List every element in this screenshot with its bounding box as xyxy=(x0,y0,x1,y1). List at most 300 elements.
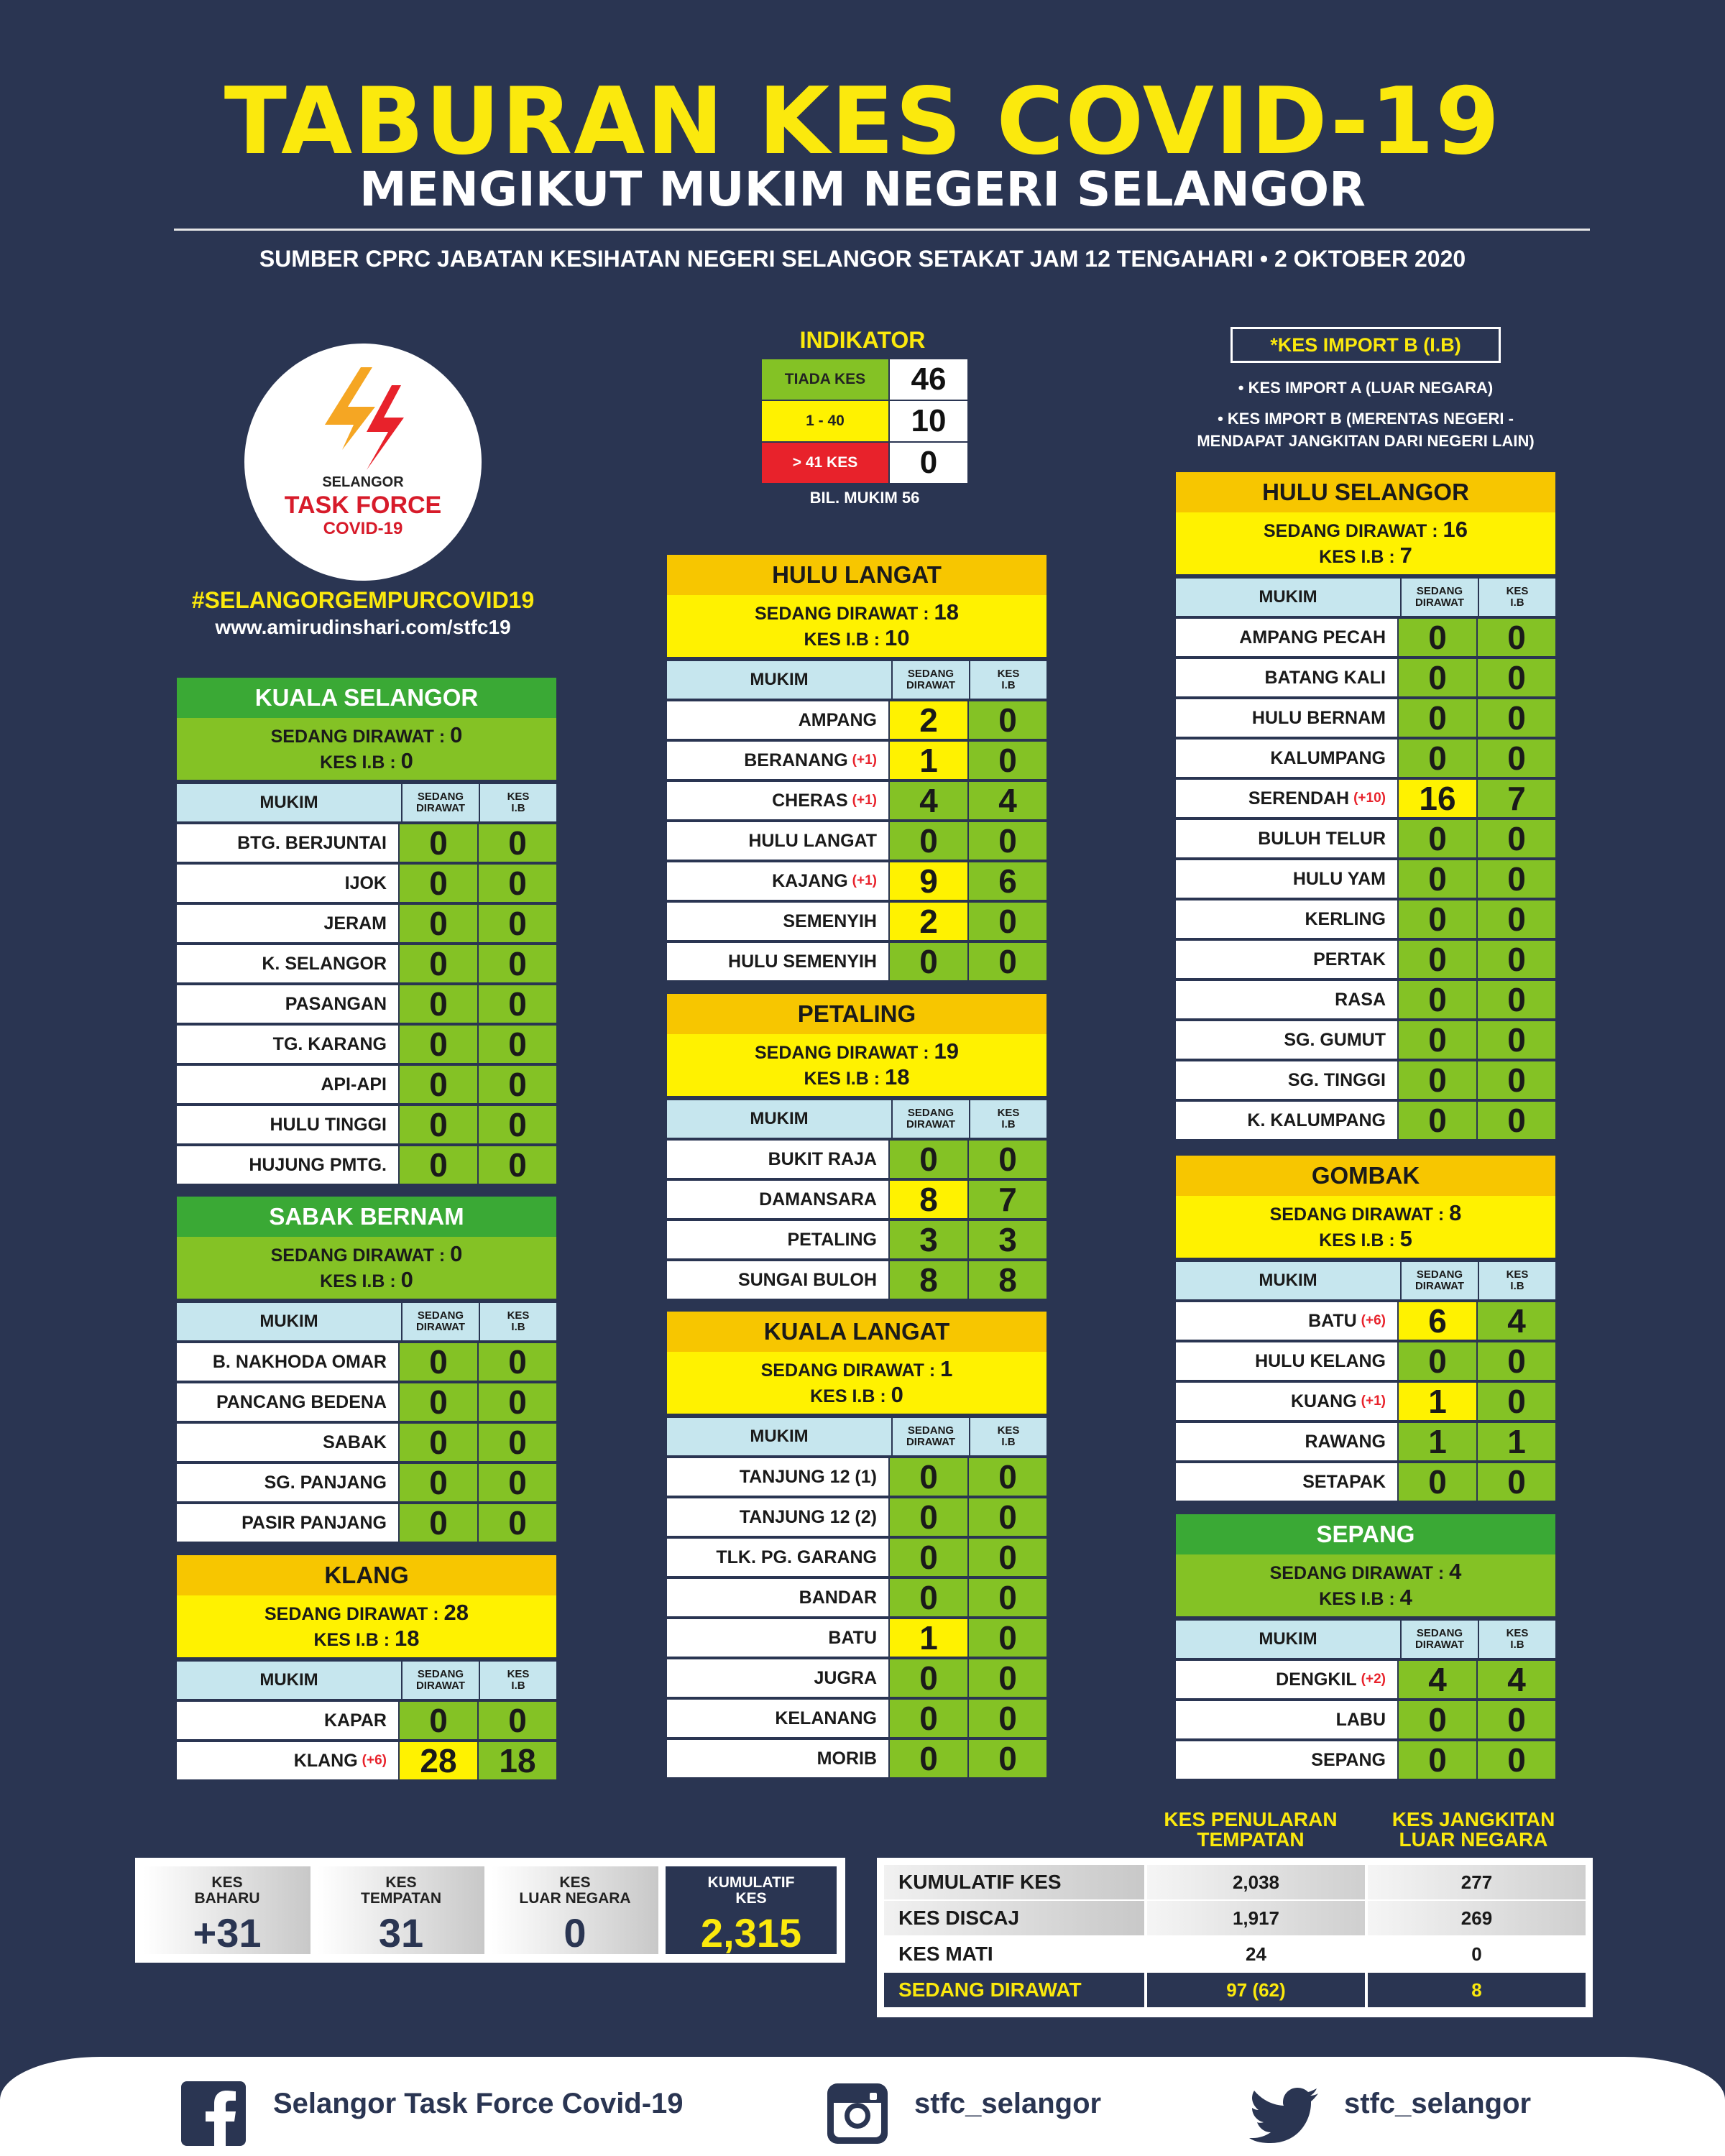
dirawat-cell: 0 xyxy=(400,824,477,862)
district-klang xyxy=(177,1555,556,1779)
col-kes-1: KES xyxy=(507,791,530,803)
col-kes-ib xyxy=(969,661,1046,699)
table-row xyxy=(177,985,556,1023)
table-row xyxy=(1176,1463,1555,1501)
ib-line xyxy=(810,1383,903,1409)
dirawat-cell: 0 xyxy=(400,865,477,902)
indicator-label: 1 - 40 xyxy=(762,401,888,441)
kumulatif-label-2: KES xyxy=(735,1890,767,1907)
mukim-cell xyxy=(667,822,888,860)
district-kuala-langat xyxy=(667,1312,1046,1777)
col-dirawat-1: SEDANG xyxy=(417,1309,464,1322)
col-kes-ib xyxy=(1478,1262,1555,1299)
cumulative-tempatan: 24 xyxy=(1246,1943,1266,1965)
mukim-name: BATU xyxy=(1308,1310,1357,1331)
dirawat-cell: 0 xyxy=(890,1539,967,1576)
mukim-name: KELANANG xyxy=(775,1708,877,1728)
table-row xyxy=(667,1261,1046,1299)
dirawat-cell: 4 xyxy=(1399,1661,1476,1698)
column-header xyxy=(667,661,1046,699)
mukim-name: SUNGAI BULOH xyxy=(737,1269,877,1290)
district-hulu-langat xyxy=(667,555,1046,980)
indicator-legend xyxy=(762,359,967,484)
mukim-cell xyxy=(177,1066,398,1103)
mukim-name: PASANGAN xyxy=(285,993,387,1014)
dirawat-cell: 8 xyxy=(890,1181,967,1218)
mukim-cell xyxy=(177,1026,398,1063)
kes-ib-cell: 0 xyxy=(969,1659,1046,1697)
mukim-name: PETALING xyxy=(787,1229,877,1250)
case-change: (+1) xyxy=(1361,1393,1386,1409)
district-name: GOMBAK xyxy=(1176,1156,1555,1196)
ib-label: KES I.B : xyxy=(804,630,880,650)
case-change: (+10) xyxy=(1353,791,1386,806)
table-row xyxy=(177,1066,556,1103)
mukim-cell xyxy=(177,865,398,902)
kes-ib-cell: 0 xyxy=(969,701,1046,739)
district-name: KLANG xyxy=(177,1555,556,1595)
kes-ib-cell: 0 xyxy=(969,943,1046,980)
kes-ib-cell: 0 xyxy=(969,1740,1046,1777)
mukim-cell xyxy=(177,1742,398,1779)
kes-ib-cell: 0 xyxy=(479,945,556,982)
col-mukim: MUKIM xyxy=(259,1670,318,1690)
kes-ib-cell: 4 xyxy=(969,782,1046,819)
ib-value: 7 xyxy=(1399,543,1412,568)
dirawat-cell: 0 xyxy=(1399,981,1476,1018)
mukim-cell xyxy=(667,1619,888,1657)
col-dirawat-1: SEDANG xyxy=(1416,585,1463,597)
kes-ib-cell: 0 xyxy=(969,1141,1046,1178)
col-kes-ib xyxy=(969,1100,1046,1138)
case-change: (+1) xyxy=(852,873,877,888)
col-mukim: MUKIM xyxy=(259,793,318,812)
mukim-name: LABU xyxy=(1335,1709,1386,1730)
mukim-name: HULU KELANG xyxy=(1255,1350,1386,1371)
kes-ib-cell: 0 xyxy=(1478,659,1555,696)
mukim-cell xyxy=(667,782,888,819)
dirawat-cell: 0 xyxy=(400,1106,477,1143)
dirawat-line xyxy=(761,1357,953,1383)
dirawat-cell: 0 xyxy=(1399,941,1476,978)
mukim-name: TANJUNG 12 (1) xyxy=(739,1466,877,1487)
mukim-name: K. SELANGOR xyxy=(262,953,387,974)
col-head-luar-1: KES JANGKITAN xyxy=(1392,1808,1555,1830)
dirawat-cell: 0 xyxy=(890,1700,967,1737)
mukim-name: SETAPAK xyxy=(1302,1471,1386,1492)
dirawat-value: 1 xyxy=(940,1356,953,1381)
cumulative-row xyxy=(884,1865,1586,1899)
mukim-cell xyxy=(667,903,888,940)
kes-ib-cell: 0 xyxy=(1478,1342,1555,1380)
table-row xyxy=(667,782,1046,819)
mukim-name: BTG. BERJUNTAI xyxy=(237,832,387,853)
kes-ib-cell: 0 xyxy=(1478,699,1555,737)
district-summary xyxy=(667,1034,1046,1096)
cumulative-row xyxy=(884,1973,1586,2007)
mukim-cell xyxy=(1176,860,1397,898)
mukim-cell xyxy=(177,1383,398,1421)
logo-line-3: COVID-19 xyxy=(323,519,403,538)
column-header xyxy=(1176,1262,1555,1299)
dirawat-cell: 0 xyxy=(1399,1061,1476,1099)
table-row xyxy=(177,1106,556,1143)
dirawat-cell: 1 xyxy=(890,1619,967,1657)
col-kes-1: KES xyxy=(1506,585,1529,597)
indicator-row xyxy=(762,401,967,441)
mukim-cell xyxy=(177,945,398,982)
col-mukim: MUKIM xyxy=(1259,587,1317,607)
dirawat-cell: 0 xyxy=(890,1740,967,1777)
table-row xyxy=(1176,1102,1555,1139)
mukim-name: API-API xyxy=(321,1074,387,1095)
mukim-cell xyxy=(667,1498,888,1536)
col-mukim: MUKIM xyxy=(750,670,809,689)
kes-tempatan-value: 31 xyxy=(378,1910,424,1955)
stfc-logo xyxy=(244,344,482,581)
ib-line xyxy=(804,626,909,652)
kes-ib-cell: 0 xyxy=(969,1619,1046,1657)
kes-ib-cell: 0 xyxy=(1478,1741,1555,1779)
dirawat-label: SEDANG DIRAWAT : xyxy=(1269,1204,1445,1225)
mukim-cell xyxy=(667,742,888,779)
cumulative-label: KES MATI xyxy=(898,1943,993,1965)
mukim-name: HULU YAM xyxy=(1292,868,1386,889)
dirawat-line xyxy=(271,1242,463,1268)
column-header xyxy=(177,1303,556,1340)
dirawat-cell: 28 xyxy=(400,1742,477,1779)
mukim-cell xyxy=(1176,1342,1397,1380)
page-subtitle: MENGIKUT MUKIM NEGERI SELANGOR xyxy=(359,162,1366,217)
kes-ib-cell: 0 xyxy=(479,865,556,902)
ib-label: KES I.B : xyxy=(313,1630,390,1650)
kes-luar-value: 0 xyxy=(564,1910,586,1955)
district-summary xyxy=(1176,512,1555,574)
mukim-cell xyxy=(177,905,398,942)
col-mukim: MUKIM xyxy=(1259,1629,1317,1649)
cumulative-label: KES DISCAJ xyxy=(884,1901,1144,1935)
mukim-cell xyxy=(667,1221,888,1258)
dirawat-cell: 0 xyxy=(890,1458,967,1496)
mukim-cell xyxy=(667,1261,888,1299)
kes-ib-cell: 8 xyxy=(969,1261,1046,1299)
col-kes-2: I.B xyxy=(511,1680,525,1692)
kes-baharu-label-1: KES xyxy=(211,1874,243,1891)
ib-value: 0 xyxy=(400,748,413,773)
dirawat-value: 28 xyxy=(443,1600,469,1625)
mukim-name: PERTAK xyxy=(1313,949,1386,969)
kes-tempatan-label-2: TEMPATAN xyxy=(361,1890,441,1907)
col-dirawat xyxy=(401,784,479,821)
dirawat-cell: 0 xyxy=(400,945,477,982)
mukim-name: MORIB xyxy=(816,1748,877,1769)
table-row xyxy=(1176,1701,1555,1738)
col-head-tempatan-2: TEMPATAN xyxy=(1197,1828,1305,1851)
summary-kes-luar-negara xyxy=(492,1866,658,1954)
cumulative-row xyxy=(884,1937,1586,1971)
mukim-name: SABAK xyxy=(323,1432,387,1452)
dirawat-cell: 0 xyxy=(890,1579,967,1616)
kumulatif-value: 2,315 xyxy=(700,1910,802,1955)
table-row xyxy=(1176,1661,1555,1698)
dirawat-cell: 16 xyxy=(1399,780,1476,817)
dirawat-value: 16 xyxy=(1443,517,1468,542)
table-row xyxy=(177,1383,556,1421)
daily-summary xyxy=(135,1858,845,1963)
summary-kumulatif xyxy=(666,1866,837,1954)
col-dirawat xyxy=(401,1662,479,1699)
source-note: SUMBER CPRC JABATAN KESIHATAN NEGERI SELANGOR SETAKAT JAM 12 TENGAHARI • 2 OKTOBER 2020 xyxy=(259,246,1466,272)
cumulative-luar: 0 xyxy=(1471,1943,1482,1965)
col-dirawat-2: DIRAWAT xyxy=(906,1118,956,1130)
mukim-name: SG. GUMUT xyxy=(1284,1029,1386,1050)
table-row xyxy=(177,1343,556,1381)
kes-baharu-value: +31 xyxy=(193,1910,262,1955)
dirawat-cell: 0 xyxy=(1399,1463,1476,1501)
mukim-name: PASIR PANJANG xyxy=(242,1512,387,1533)
col-head-luar-2: LUAR NEGARA xyxy=(1399,1828,1548,1851)
mukim-name: BATANG KALI xyxy=(1264,667,1386,688)
dirawat-cell: 0 xyxy=(1399,900,1476,938)
mukim-cell xyxy=(667,1458,888,1496)
kes-ib-cell: 0 xyxy=(479,1343,556,1381)
kes-ib-cell: 0 xyxy=(969,903,1046,940)
mukim-name: KAPAR xyxy=(323,1710,387,1731)
ib-value: 0 xyxy=(400,1267,413,1292)
kes-ib-cell: 7 xyxy=(1478,780,1555,817)
logo-line-2: TASK FORCE xyxy=(284,492,442,519)
mukim-name: HUJUNG PMTG. xyxy=(249,1154,387,1175)
ib-value: 0 xyxy=(891,1382,903,1407)
col-dirawat-2: DIRAWAT xyxy=(906,1436,956,1448)
col-dirawat-1: SEDANG xyxy=(907,1107,954,1119)
ib-value: 10 xyxy=(885,625,910,650)
mukim-cell xyxy=(1176,941,1397,978)
lightning-logo-icon xyxy=(316,364,410,471)
cumulative-luar: 8 xyxy=(1368,1973,1586,2007)
hashtag: #SELANGORGEMPURCOVID19 xyxy=(191,587,535,613)
ib-label: KES I.B : xyxy=(1319,547,1395,567)
instagram-handle[interactable]: stfc_selangor xyxy=(914,2088,1102,2119)
mukim-cell xyxy=(177,1146,398,1184)
ib-label: KES I.B : xyxy=(320,752,396,773)
col-dirawat xyxy=(891,1100,969,1138)
table-row xyxy=(1176,820,1555,857)
mukim-cell xyxy=(667,701,888,739)
district-name: KUALA LANGAT xyxy=(667,1312,1046,1352)
kes-ib-cell: 4 xyxy=(1478,1661,1555,1698)
mukim-cell xyxy=(667,1141,888,1178)
mukim-cell xyxy=(1176,1383,1397,1420)
page-title: TABURAN KES COVID-19 xyxy=(224,68,1501,175)
dirawat-cell: 9 xyxy=(890,862,967,900)
table-row xyxy=(667,1659,1046,1697)
ib-line xyxy=(1319,1585,1412,1611)
kes-ib-cell: 7 xyxy=(969,1181,1046,1218)
district-summary xyxy=(667,1352,1046,1414)
dirawat-line xyxy=(264,1600,469,1626)
district-sepang xyxy=(1176,1514,1555,1779)
mukim-name: AMPANG xyxy=(798,709,877,730)
mukim-cell xyxy=(1176,659,1397,696)
column-header xyxy=(1176,579,1555,616)
mukim-cell xyxy=(667,1740,888,1777)
col-kes-ib xyxy=(1478,1621,1555,1658)
table-row xyxy=(667,742,1046,779)
mukim-cell xyxy=(1176,1463,1397,1501)
district-kuala-selangor xyxy=(177,678,556,1184)
mukim-name: KALUMPANG xyxy=(1270,747,1386,768)
mukim-name: SEPANG xyxy=(1311,1749,1386,1770)
mukim-cell xyxy=(667,1181,888,1218)
table-row xyxy=(667,1181,1046,1218)
case-change: (+1) xyxy=(852,752,877,768)
col-dirawat-1: SEDANG xyxy=(1416,1627,1463,1639)
col-dirawat xyxy=(1400,579,1478,616)
kes-tempatan-label-1: KES xyxy=(385,1874,417,1891)
district-name: PETALING xyxy=(667,994,1046,1034)
kes-ib-cell: 0 xyxy=(1478,1463,1555,1501)
column-header xyxy=(667,1100,1046,1138)
col-dirawat-1: SEDANG xyxy=(907,1424,954,1437)
mukim-cell xyxy=(177,1504,398,1542)
dirawat-label: SEDANG DIRAWAT : xyxy=(760,1360,936,1381)
cumulative-label: KUMULATIF KES xyxy=(884,1865,1144,1899)
dirawat-value: 0 xyxy=(450,722,463,747)
district-summary xyxy=(667,595,1046,657)
col-kes-2: I.B xyxy=(1001,679,1016,691)
table-row xyxy=(667,1700,1046,1737)
dirawat-label: SEDANG DIRAWAT : xyxy=(1269,1563,1445,1583)
cumulative-tempatan: 2,038 xyxy=(1147,1865,1365,1899)
district-summary xyxy=(177,1237,556,1299)
col-dirawat-1: SEDANG xyxy=(1416,1268,1463,1281)
facebook-handle[interactable]: Selangor Task Force Covid-19 xyxy=(273,2088,684,2119)
dirawat-cell: 0 xyxy=(890,1498,967,1536)
twitter-icon[interactable] xyxy=(1249,2087,1318,2143)
dirawat-label: SEDANG DIRAWAT : xyxy=(754,1043,929,1063)
facebook-icon[interactable] xyxy=(181,2081,246,2146)
mukim-cell xyxy=(177,1343,398,1381)
table-row xyxy=(177,1026,556,1063)
table-row xyxy=(1176,740,1555,777)
dirawat-cell: 8 xyxy=(890,1261,967,1299)
cumulative-table xyxy=(877,1858,1593,2017)
district-summary xyxy=(1176,1196,1555,1258)
district-name: HULU SELANGOR xyxy=(1176,472,1555,512)
dirawat-cell: 0 xyxy=(1399,740,1476,777)
dirawat-cell: 0 xyxy=(400,1026,477,1063)
cumulative-tempatan: 1,917 xyxy=(1147,1901,1365,1935)
kes-ib-cell: 18 xyxy=(479,1742,556,1779)
col-dirawat xyxy=(401,1303,479,1340)
kes-ib-cell: 0 xyxy=(1478,1061,1555,1099)
dirawat-cell: 4 xyxy=(890,782,967,819)
mukim-name: RASA xyxy=(1335,989,1386,1010)
mukim-cell xyxy=(1176,820,1397,857)
dirawat-cell: 0 xyxy=(1399,1342,1476,1380)
ib-label: KES I.B : xyxy=(1319,1230,1395,1250)
twitter-handle[interactable]: stfc_selangor xyxy=(1344,2088,1532,2119)
mukim-cell xyxy=(1176,1102,1397,1139)
mukim-name: KERLING xyxy=(1305,908,1386,929)
dirawat-label: SEDANG DIRAWAT : xyxy=(754,604,929,624)
table-row xyxy=(1176,619,1555,656)
summary-kes-tempatan xyxy=(318,1866,484,1954)
dirawat-value: 0 xyxy=(450,1241,463,1266)
mukim-name: DENGKIL xyxy=(1276,1669,1357,1690)
ib-line xyxy=(1319,1227,1412,1253)
mukim-cell xyxy=(1176,1701,1397,1738)
col-dirawat xyxy=(1400,1621,1478,1658)
kes-ib-cell: 0 xyxy=(1478,860,1555,898)
table-row xyxy=(177,1504,556,1542)
divider xyxy=(174,229,1590,231)
col-kes-ib xyxy=(479,784,556,821)
indicator-label: > 41 KES xyxy=(762,443,888,483)
kes-ib-cell: 0 xyxy=(479,1464,556,1501)
kes-ib-cell: 0 xyxy=(1478,1021,1555,1059)
mukim-name: HULU SEMENYIH xyxy=(728,951,877,972)
table-row xyxy=(177,1464,556,1501)
dirawat-cell: 1 xyxy=(1399,1383,1476,1420)
col-kes-ib xyxy=(1478,579,1555,616)
ib-line xyxy=(1319,543,1412,569)
mukim-name: BERANANG xyxy=(744,750,848,770)
import-legend-box: *KES IMPORT B (I.B) xyxy=(1230,327,1501,363)
ib-value: 4 xyxy=(1399,1585,1412,1610)
dirawat-cell: 2 xyxy=(890,903,967,940)
kes-ib-cell: 6 xyxy=(969,862,1046,900)
indicator-row xyxy=(762,443,967,483)
table-row xyxy=(177,865,556,902)
mukim-cell xyxy=(1176,1061,1397,1099)
dirawat-cell: 2 xyxy=(890,701,967,739)
mukim-cell xyxy=(1176,740,1397,777)
ib-value: 5 xyxy=(1399,1226,1412,1251)
website-link[interactable]: www.amirudinshari.com/stfc19 xyxy=(215,616,511,638)
ib-line xyxy=(804,1065,909,1091)
col-mukim: MUKIM xyxy=(750,1427,809,1446)
col-head-tempatan xyxy=(1143,1810,1358,1850)
kes-ib-cell: 0 xyxy=(479,1424,556,1461)
mukim-name: SEMENYIH xyxy=(783,911,877,931)
col-kes-1: KES xyxy=(997,1107,1020,1119)
kes-ib-cell: 0 xyxy=(1478,740,1555,777)
dirawat-cell: 0 xyxy=(1399,860,1476,898)
table-row xyxy=(1176,1383,1555,1420)
mukim-cell xyxy=(667,943,888,980)
kes-ib-cell: 0 xyxy=(479,1504,556,1542)
indicator-title: INDIKATOR xyxy=(799,327,926,353)
table-row xyxy=(667,1141,1046,1178)
table-row xyxy=(177,1742,556,1779)
mukim-name: BANDAR xyxy=(799,1587,877,1608)
mukim-name: PANCANG BEDENA xyxy=(216,1391,387,1412)
dirawat-label: SEDANG DIRAWAT : xyxy=(1263,521,1438,541)
cumulative-label: SEDANG DIRAWAT xyxy=(884,1973,1144,2007)
mukim-cell xyxy=(177,1106,398,1143)
col-dirawat-1: SEDANG xyxy=(907,668,954,680)
instagram-icon[interactable] xyxy=(825,2081,890,2146)
kes-ib-cell: 0 xyxy=(1478,1102,1555,1139)
table-row xyxy=(1176,699,1555,737)
mukim-name: KUANG xyxy=(1291,1391,1357,1411)
mukim-name: K. KALUMPANG xyxy=(1247,1110,1386,1130)
dirawat-cell: 6 xyxy=(1399,1302,1476,1340)
import-a-note: • KES IMPORT A (LUAR NEGARA) xyxy=(1238,379,1494,397)
kes-ib-cell: 0 xyxy=(969,822,1046,860)
